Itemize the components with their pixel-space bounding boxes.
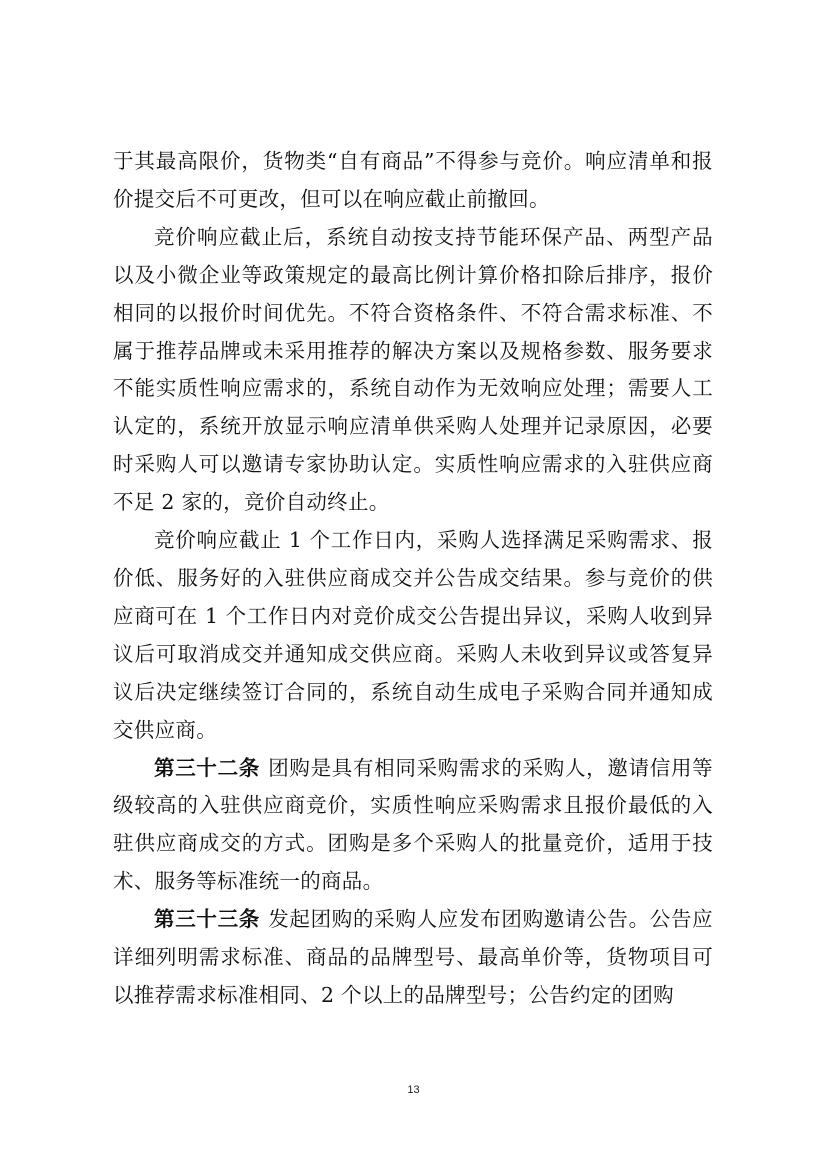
paragraph-text: 竞价响应截止后，系统自动按支持节能环保产品、两型产品以及小微企业等政策规定的最高比例计算价格扣除后排序，报价相同的以报价时间优先。不符合资格条件、不符合需求标准、不属于推荐品牌或未采用推荐的解决方案以及规格参数、服务要求不能实质性响应需求的，系统自动作为无效响应处理；需要人工认定的，系统开放显示响应清单供采购人处理并记录原因，必要时采购人可以邀请专家协助认定。实质性响应需求的入驻供应商不足 2 家的，竞价自动终止。 — [113, 224, 713, 515]
document-body — [113, 143, 713, 1015]
paragraph-2 — [113, 219, 713, 522]
article-32-paragraph — [113, 750, 713, 902]
article-number: 第三十三条 — [154, 907, 260, 932]
paragraph-text: 于其最高限价，货物类“自有商品”不得参与竞价。响应清单和报价提交后不可更改，但可以在响应截止前撤回。 — [113, 149, 713, 211]
page-number: 13 — [407, 1084, 420, 1096]
article-33-paragraph — [113, 901, 713, 1015]
paragraph-1 — [113, 143, 713, 219]
paragraph-text: 竞价响应截止 1 个工作日内，采购人选择满足采购需求、报价低、服务好的入驻供应商成交并公告成交结果。参与竞价的供应商可在 1 个工作日内对竞价成交公告提出异议，采购人收到异议后可取消成交并通知成交供应商。采购人未收到异议或答复异议后决定继续签订合同的，系统自动生成电子采购合同并通知成交供应商。 — [113, 528, 713, 742]
paragraph-3 — [113, 522, 713, 749]
article-number: 第三十二条 — [154, 755, 260, 780]
paragraph-text: 团购是具有相同采购需求的采购人，邀请信用等级较高的入驻供应商竞价，实质性响应采购需求且报价最低的入驻供应商成交的方式。团购是多个采购人的批量竞价，适用于技术、服务等标准统一的商品。 — [113, 755, 713, 894]
paragraph-text: 发起团购的采购人应发布团购邀请公告。公告应详细列明需求标准、商品的品牌型号、最高单价等，货物项目可以推荐需求标准相同、2 个以上的品牌型号；公告约定的团购 — [113, 907, 713, 1007]
